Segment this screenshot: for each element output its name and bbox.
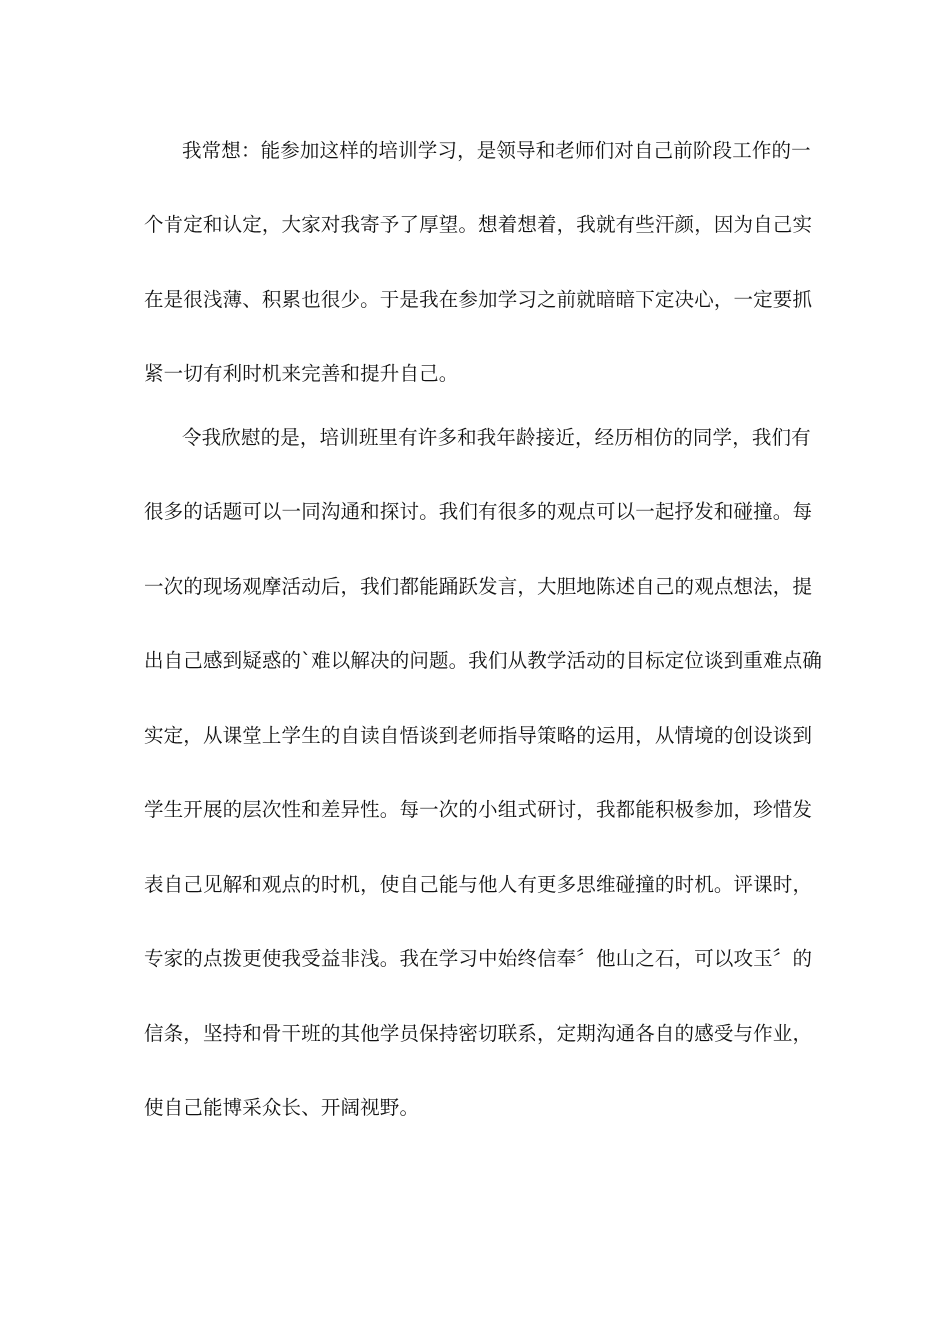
paragraph-2-line-10: 使自己能博采众长、开阔视野。 bbox=[144, 1096, 420, 1119]
paragraph-1-line-1: 我常想：能参加这样的培训学习，是领导和老师们对自己前阶段工作的一 bbox=[182, 139, 811, 162]
paragraph-2-line-7: 表自己见解和观点的时机，使自己能与他人有更多思维碰撞的时机。评课时， bbox=[144, 873, 813, 896]
paragraph-2-line-5: 实定，从课堂上学生的自读自悟谈到老师指导策略的运用，从情境的创设谈到 bbox=[144, 724, 813, 747]
paragraph-1-line-2: 个肯定和认定，大家对我寄予了厚望。想着想着，我就有些汗颜，因为自己实 bbox=[144, 213, 813, 236]
paragraph-2-line-1: 令我欣慰的是，培训班里有许多和我年龄接近，经历相仿的同学，我们有 bbox=[182, 426, 811, 449]
paragraph-2-line-6: 学生开展的层次性和差异性。每一次的小组式研讨，我都能积极参加，珍惜发 bbox=[144, 798, 813, 821]
paragraph-2-line-3: 一次的现场观摩活动后，我们都能踊跃发言，大胆地陈述自己的观点想法，提 bbox=[144, 575, 813, 598]
paragraph-2-line-8: 专家的点拨更使我受益非浅。我在学习中始终信奉〞他山之石，可以攻玉〞的 bbox=[144, 947, 813, 970]
paragraph-2-line-2: 很多的话题可以一同沟通和探讨。我们有很多的观点可以一起抒发和碰撞。每 bbox=[144, 500, 813, 523]
paragraph-1-line-4: 紧一切有利时机来完善和提升自己。 bbox=[144, 362, 459, 385]
paragraph-2-line-4: 出自己感到疑惑的`难以解决的问题。我们从教学活动的目标定位谈到重难点确 bbox=[144, 649, 823, 672]
paragraph-1-line-3: 在是很浅薄、积累也很少。于是我在参加学习之前就暗暗下定决心，一定要抓 bbox=[144, 288, 813, 311]
paragraph-2-line-9: 信条，坚持和骨干班的其他学员保持密切联系，定期沟通各自的感受与作业， bbox=[144, 1022, 813, 1045]
